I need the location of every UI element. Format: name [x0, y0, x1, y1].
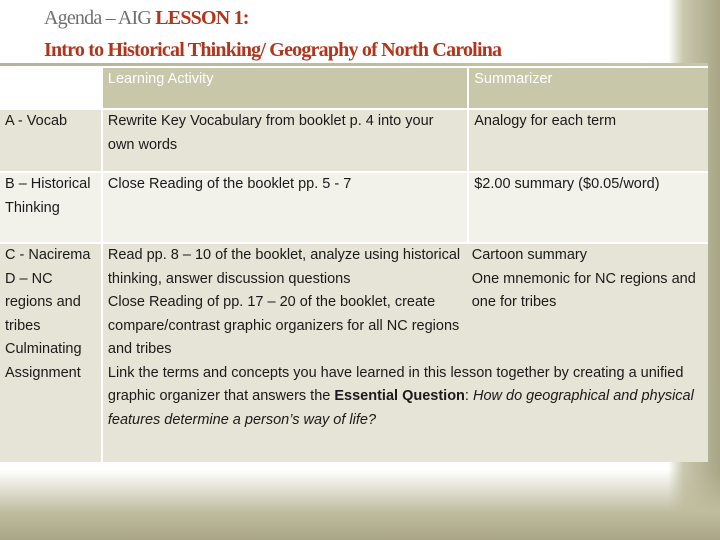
- row-label-d: D – NC regions and tribes: [5, 270, 81, 334]
- row-activity: Close Reading of the booklet pp. 5 - 7: [102, 172, 468, 243]
- table-row: [0, 109, 708, 172]
- row-label: A - Vocab: [0, 109, 102, 172]
- essential-question-label: Essential Question: [334, 388, 465, 404]
- title-line-2: Intro to Historical Thinking/ Geography of North Carolina: [44, 39, 502, 61]
- merged-summarizers: [463, 244, 704, 362]
- essential-question-colon: :: [464, 388, 473, 404]
- title-line-1: [44, 5, 501, 31]
- header-summarizer: Summarizer: [468, 67, 708, 109]
- title-prefix: Agenda – AIG: [44, 7, 156, 29]
- header-blank-cell: [0, 67, 102, 109]
- row-summarizer-d: One mnemonic for NC regions and one for tribes: [471, 270, 696, 310]
- row-summarizer-c: Cartoon summary: [471, 247, 587, 263]
- row-label: B – Historical Thinking: [0, 172, 102, 243]
- culminating-assignment-text: [108, 362, 704, 433]
- row-label-c: C - Nacirema: [5, 247, 91, 263]
- title-highlight: LESSON 1:: [155, 7, 249, 29]
- agenda-table: [0, 66, 708, 462]
- slide-title: [44, 5, 501, 63]
- row-activity-c: Read pp. 8 – 10 of the booklet, analyze using historical thinking, answer discussion questions: [107, 247, 461, 287]
- row-summarizer: Analogy for each term: [468, 109, 708, 172]
- table-header-row: [0, 67, 708, 109]
- decorative-bottom-band: [0, 470, 720, 540]
- merged-activities: [108, 244, 463, 362]
- essential-question-text: How do geographical and physical features determine a person’s way of life?: [107, 388, 694, 428]
- row-label-culminating: Culminating Assignment: [5, 341, 82, 381]
- merged-content-cell: [102, 243, 708, 462]
- row-labels-merged: [0, 243, 102, 462]
- row-summarizer: $2.00 summary ($0.05/word): [468, 172, 708, 243]
- table-row: [0, 172, 708, 243]
- header-learning-activity: Learning Activity: [102, 67, 468, 109]
- row-activity-d: Close Reading of pp. 17 – 20 of the booklet, create compare/contrast graphic organizers for all NC regions and tribes: [107, 294, 460, 357]
- table-row: [0, 243, 708, 462]
- culminating-text: Link the terms and concepts you have learned in this lesson together by creating a unified graphic organizer that answers the: [107, 364, 684, 404]
- row-activity: Rewrite Key Vocabulary from booklet p. 4 into your own words: [102, 109, 468, 172]
